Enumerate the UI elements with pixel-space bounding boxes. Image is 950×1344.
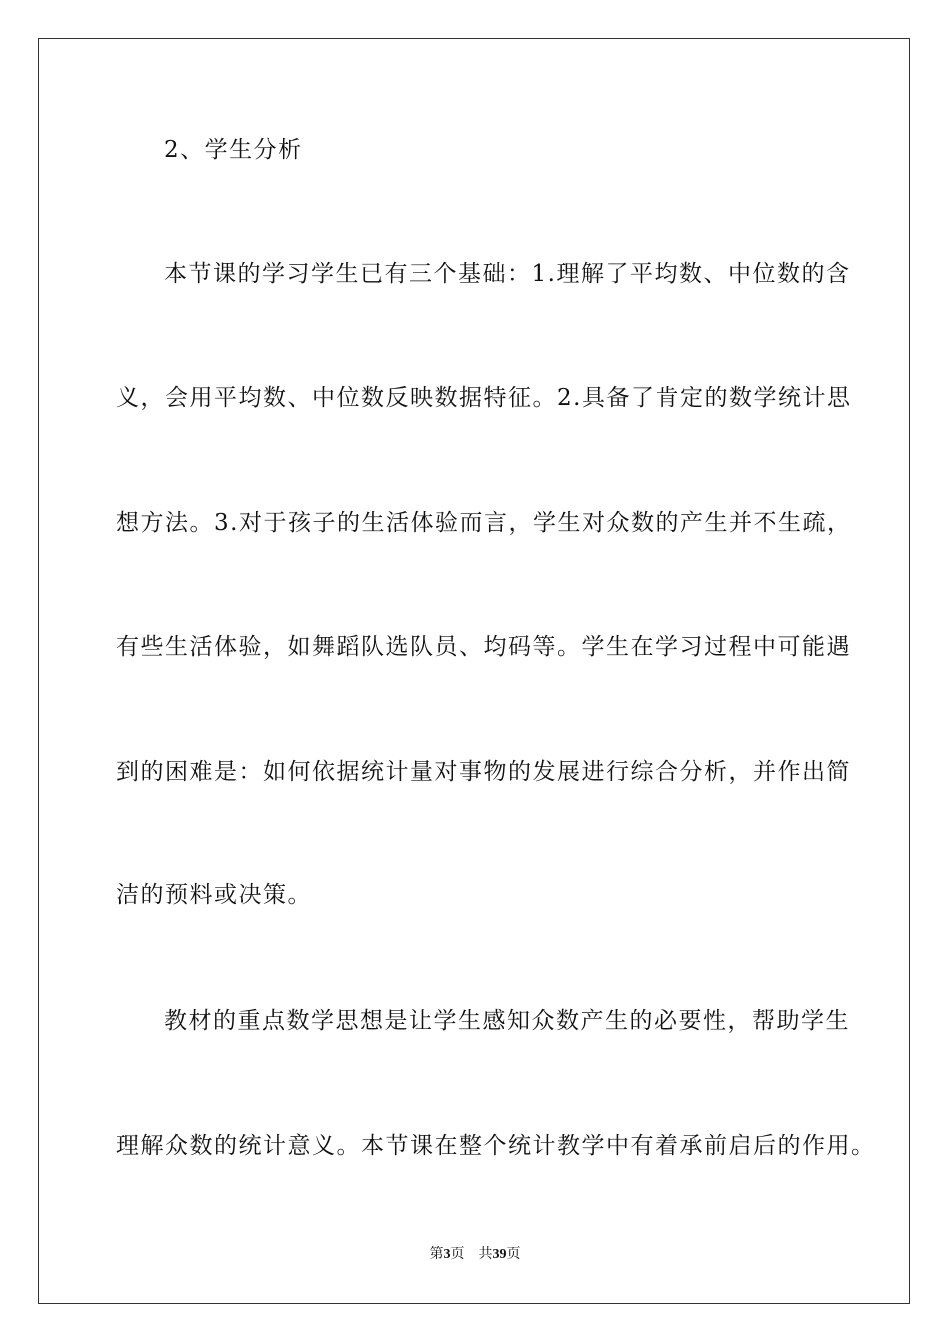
section-heading: 2、学生分析 <box>164 137 303 163</box>
page-border <box>38 38 910 1304</box>
paragraph-1-line-4: 有些生活体验，如舞蹈队选队员、均码等。学生在学习过程中可能遇 <box>116 634 851 660</box>
paragraph-2-line-2: 理解众数的统计意义。本节课在整个统计教学中有着承前启后的作用。 <box>116 1133 876 1159</box>
page-number: 3 <box>443 1247 451 1262</box>
total-suffix: 页 <box>506 1247 521 1262</box>
paragraph-2-line-1: 教材的重点数学思想是让学生感知众数产生的必要性，帮助学生 <box>164 1008 850 1034</box>
paragraph-1-line-1: 本节课的学习学生已有三个基础：1.理解了平均数、中位数的含 <box>164 261 851 287</box>
paragraph-1-line-2: 义，会用平均数、中位数反映数据特征。2.具备了肯定的数学统计思 <box>116 385 852 411</box>
page-footer <box>0 1246 950 1264</box>
paragraph-1-line-6: 洁的预料或决策。 <box>116 882 312 908</box>
page-prefix: 第 <box>429 1247 444 1262</box>
paragraph-1-line-5: 到的困难是：如何依据统计量对事物的发展进行综合分析，并作出简 <box>116 759 851 785</box>
total-prefix: 共 <box>478 1247 493 1262</box>
page-suffix: 页 <box>450 1247 465 1262</box>
total-pages: 39 <box>492 1247 507 1262</box>
paragraph-1-line-3: 想方法。3.对于孩子的生活体验而言，学生对众数的产生并不生疏， <box>116 510 852 536</box>
